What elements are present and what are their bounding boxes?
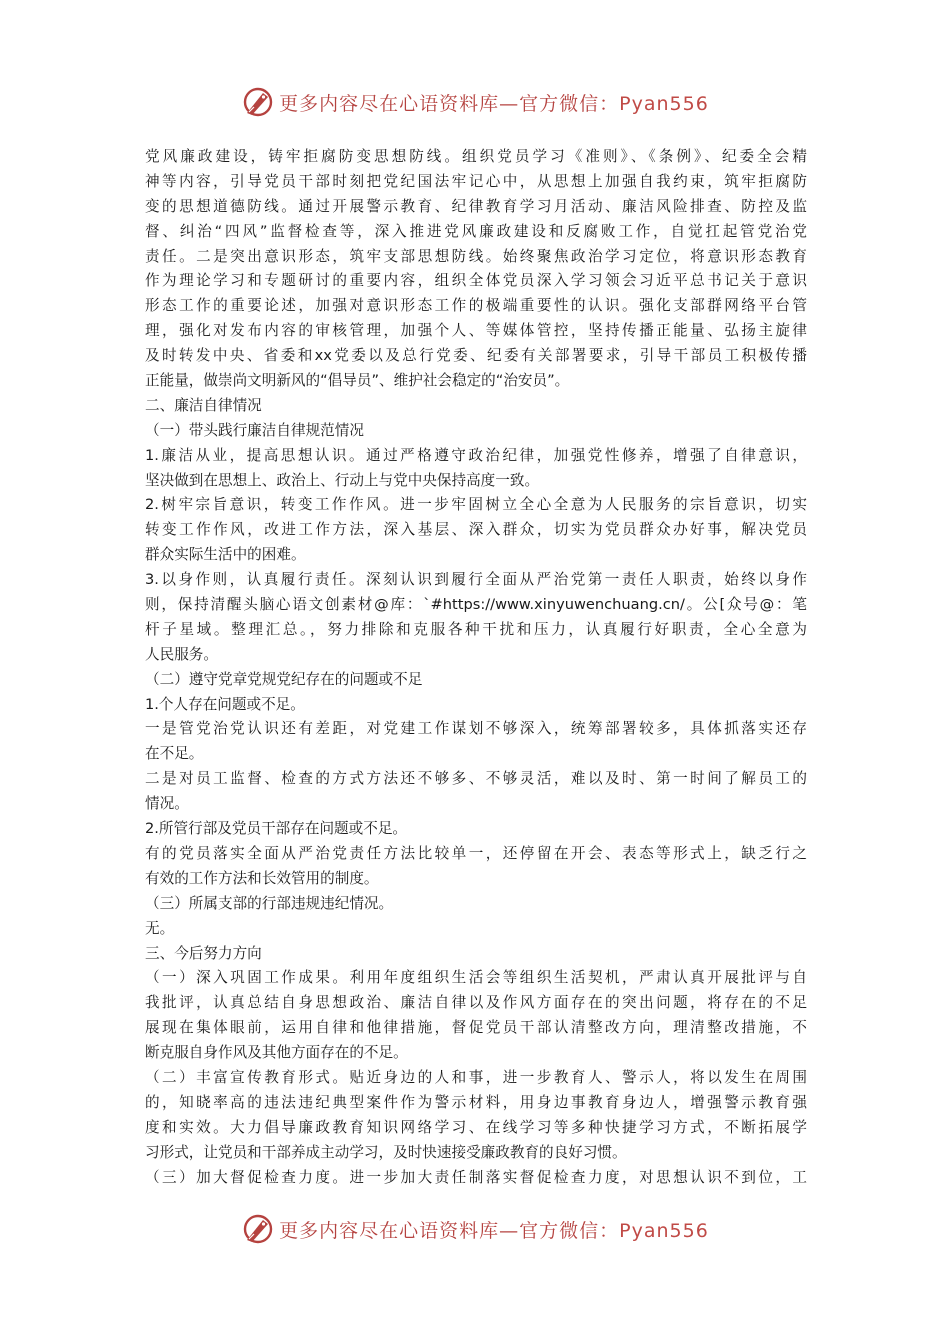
text-line: 1.廉洁从业，提高思想认识。通过严格遵守政治纪律，加强党性修养，增强了自律意识，: [145, 446, 807, 464]
text-line: 1.个人存在问题或不足。: [145, 695, 305, 713]
text-line: 变的思想道德防线。通过开展警示教育、纪律教育学习月活动、廉洁风险排查、防控及监: [145, 197, 807, 215]
text-line: 群众实际生活中的困难。: [145, 546, 306, 564]
text-line: 展现在集体眼前，运用自律和他律措施，督促党员干部认清整改方向，理清整改措施，不: [145, 1019, 807, 1037]
text-line: 神等内容，引导党员干部时刻把党纪国法牢记心中，从思想上加强自我约束，筑牢拒腐防: [145, 172, 807, 190]
text-line: 三、今后努力方向: [145, 944, 262, 962]
text-line: 3.以身作则，认真履行责任。深刻认识到履行全面从严治党第一责任人职责，始终以身作: [145, 571, 807, 589]
text-line: 度和实效。大力倡导廉政教育知识网络学习、在线学习等多种快捷学习方式，不断拓展学: [145, 1118, 807, 1136]
text-line: 二、廉洁自律情况: [145, 396, 262, 414]
text-line: 习形式，让党员和干部养成主动学习，及时快速接受廉政教育的良好习惯。: [145, 1143, 627, 1161]
banner-text: 更多内容尽在心语资料库—官方微信：Pyan556: [279, 1219, 709, 1242]
text-line: 人民服务。: [145, 645, 218, 663]
document-body: [145, 145, 807, 1190]
header-banner: [0, 82, 950, 122]
pen-nib-logo-icon: [241, 85, 275, 119]
banner-text: 更多内容尽在心语资料库—官方微信：Pyan556: [279, 92, 709, 115]
text-line: 的，知晓率高的违法违纪典型案件作为警示材料，用身边事教育身边人，增强警示教育强: [145, 1093, 807, 1111]
text-line: 断克服自身作风及其他方面存在的不足。: [145, 1044, 408, 1062]
text-line: （一）深入巩固工作成果。利用年度组织生活会等组织生活契机，严肃认真开展批评与自: [145, 969, 807, 987]
text-line: 及时转发中央、省委和xx党委以及总行党委、纪委有关部署要求，引导干部员工积极传播: [145, 347, 807, 365]
text-line: 情况。: [145, 795, 189, 813]
footer-banner: [0, 1209, 950, 1249]
text-line: （三）加大督促检查力度。进一步加大责任制落实督促检查力度，对思想认识不到位，工: [145, 1168, 807, 1186]
text-line: 一是管党治党认识还有差距，对党建工作谋划不够深入，统筹部署较多，具体抓落实还存: [145, 720, 807, 738]
text-line: 理，强化对发布内容的审核管理，加强个人、等媒体管控，坚持传播正能量、弘扬主旋律: [145, 322, 807, 340]
text-line: 形态工作的重要论述，加强对意识形态工作的极端重要性的认识。强化支部群网络平台管: [145, 297, 807, 315]
text-line: 二是对员工监督、检查的方式方法还不够多、不够灵活，难以及时、第一时间了解员工的: [145, 770, 807, 788]
text-line: 正能量，做崇尚文明新风的“倡导员”、维护社会稳定的“治安员”。: [145, 372, 570, 390]
text-line: 无。: [145, 919, 175, 937]
text-line: 党风廉政建设，铸牢拒腐防变思想防线。组织党员学习《准则》、《条例》、纪委全会精: [145, 148, 807, 165]
banner-wechat-id: Pyan556: [619, 92, 709, 115]
text-line: （二）丰富宣传教育形式。贴近身边的人和事，进一步教育人、警示人，将以发生在周围: [145, 1068, 807, 1086]
text-line: （二）遵守党章党规党纪存在的问题或不足: [145, 670, 423, 688]
text-line: 转变工作作风，改进工作方法，深入基层、深入群众，切实为党员群众办好事，解决党员: [145, 521, 807, 539]
text-line: 2.树牢宗旨意识，转变工作作风。进一步牢固树立全心全意为人民服务的宗旨意识，切实: [145, 496, 807, 514]
text-line: 督、纠治“四风”监督检查等，深入推进党风廉政建设和反腐败工作，自觉扛起管党治党: [145, 222, 807, 240]
text-line: 则，保持清醒头脑心语文创素材@库：`#https://www.xinyuwenchuang.cn/。公[众号@：笔: [145, 596, 807, 614]
text-line: 我批评，认真总结自身思想政治、廉洁自律以及作风方面存在的突出问题，将存在的不足: [145, 994, 807, 1012]
text-line: 坚决做到在思想上、政治上、行动上与党中央保持高度一致。: [145, 471, 540, 489]
text-line: 责任。二是突出意识形态，筑牢支部思想防线。始终聚焦政治学习定位，将意识形态教育: [145, 247, 807, 265]
text-line: （一）带头践行廉洁自律规范情况: [145, 421, 364, 439]
text-line: 作为理论学习和专题研讨的重要内容，组织全体党员深入学习领会习近平总书记关于意识: [145, 272, 807, 290]
pen-nib-logo-icon: [241, 1212, 275, 1246]
text-line: 2.所管行部及党员干部存在问题或不足。: [145, 820, 408, 838]
text-line: （三）所属支部的行部违规违纪情况。: [145, 894, 394, 912]
text-line: 杆子星域。整理汇总。，努力排除和克服各种干扰和压力，认真履行好职责，全心全意为: [145, 620, 807, 638]
text-line: 有的党员落实全面从严治党责任方法比较单一，还停留在开会、表态等形式上，缺乏行之: [145, 844, 807, 862]
banner-wechat-id: Pyan556: [619, 1219, 709, 1242]
text-line: 在不足。: [145, 745, 204, 763]
text-line: 有效的工作方法和长效管用的制度。: [145, 869, 379, 887]
